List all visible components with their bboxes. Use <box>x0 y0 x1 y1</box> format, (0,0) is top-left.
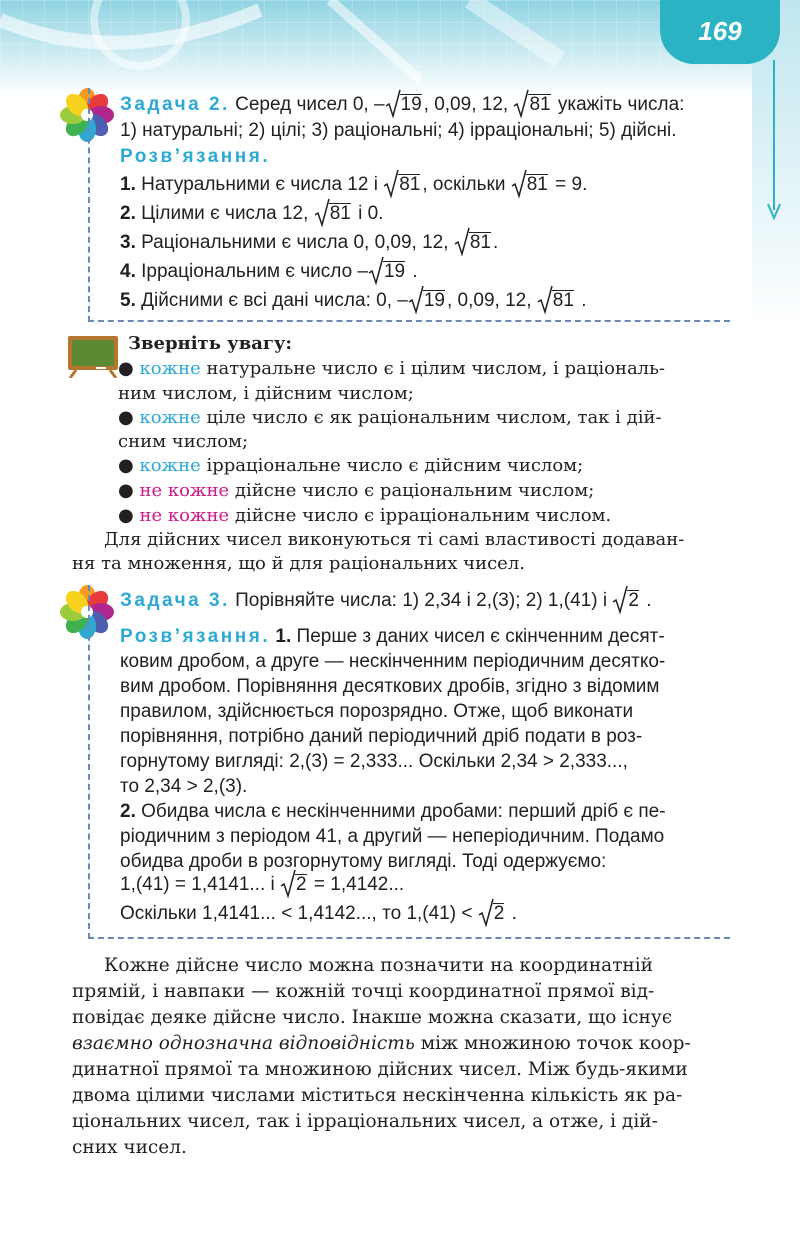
closing-paragraph: Кожне дійсне число можна позначити на координатній прямій, і навпаки — кожній точці координатної прямої від- повідає деяке дійсне число. Інакше можна сказати, що існує взаємно однозначна відповідність між множиною точок коор- динатної прямої та множиною дійсних чисел. Між будь-якими двома цілими числами міститься нескінченна кількість як ра- ціональних чисел, так і ірраціональних чисел, а отже, і дій- сних чисел. <box>72 955 691 1158</box>
sqrt-81: 81 <box>513 94 552 116</box>
task2-statement: Задача 2. Серед чисел 0, – 19 , 0,09, 12, 81 укажіть числа: <box>120 94 684 116</box>
task3-solution-part1: Розв’язання. 1. Перше з даних чисел є скінченним десят- ковим дробом, а друге — нескінченним періодичним десятко- вим дробом. Порівняння десяткових дробів, згідно з відомим правилом, здійснюється порозрядно. Отже, щоб виконати порівняння, потрібно даний періодичний дріб подати в роз- горнутому вигляді: 2,(3) = 2,333... Оскільки 2,34 > 2,333..., то 2,34 > 2,(3). <box>120 626 666 797</box>
note-summary-2: ня та множення, що й для раціональних чисел. <box>72 553 525 574</box>
note-line-5: ● кожне ірраціональне число є дійсним числом; <box>118 455 584 476</box>
note-line-4: сним числом; <box>118 431 249 452</box>
note-summary-1: Для дійсних чисел виконуються ті самі властивості додаван- <box>104 529 685 550</box>
sqrt-2: 2 <box>612 590 641 612</box>
chalkboard-icon <box>66 332 120 378</box>
note-title: Зверніть увагу: <box>128 333 293 354</box>
task3-statement: Задача 3. Порівняйте числа: 1) 2,34 і 2,(3); 2) 1,(41) і 2 . <box>120 590 651 612</box>
task2-item-5: 5. Дійсними є всі дані числа: 0, – 19 , 0,09, 12, 81 . <box>120 290 586 312</box>
task3-title: Задача 3. <box>120 590 230 611</box>
task3-solution-part2: 2. Обидва числа є нескінченними дробами: перший дріб є пе- ріодичним з періодом 41, а другий — неперіодичним. Подамо обидва дроби в розгорнутому вигляді. Тоді одержуємо: <box>120 801 666 872</box>
down-arrow-icon <box>766 60 782 220</box>
note-line-2: ним числом, і дійсним числом; <box>118 383 414 404</box>
task2-item-1: 1. Натуральними є числа 12 і 81 , оскільки 81 = 9. <box>120 174 587 196</box>
task2-solution-label: Розв’язання. <box>120 146 271 167</box>
sqrt-19: 19 <box>385 94 424 116</box>
note-line-1: ● кожне натуральне число є і цілим числом, і раціональ- <box>118 358 666 379</box>
note-line-6: ● не кожне дійсне число є раціональним числом; <box>118 480 595 501</box>
emphasis-term: взаємно однозначна відповідність <box>72 1033 415 1054</box>
task3-equation-2: Оскільки 1,4141... < 1,4142..., то 1,(41) < 2 . <box>120 903 517 925</box>
task2-item-4: 4. Ірраціональним є число – 19 . <box>120 261 418 283</box>
task2-item-3: 3. Раціональними є числа 0, 0,09, 12, 81 . <box>120 232 498 254</box>
task2-item-2: 2. Цілими є числа 12, 81 і 0. <box>120 203 383 225</box>
task2-statement-line2: 1) натуральні; 2) цілі; 3) раціональні; 4) ірраціональні; 5) дійсні. <box>120 120 677 141</box>
note-line-7: ● не кожне дійсне число є ірраціональним числом. <box>118 505 612 526</box>
page-number: 169 <box>698 16 742 46</box>
task2-title: Задача 2. <box>120 94 230 115</box>
note-line-3: ● кожне ціле число є як раціональним числом, так і дій- <box>118 407 662 428</box>
task3-equation-1: 1,(41) = 1,4141... і 2 = 1,4142... <box>120 874 404 896</box>
